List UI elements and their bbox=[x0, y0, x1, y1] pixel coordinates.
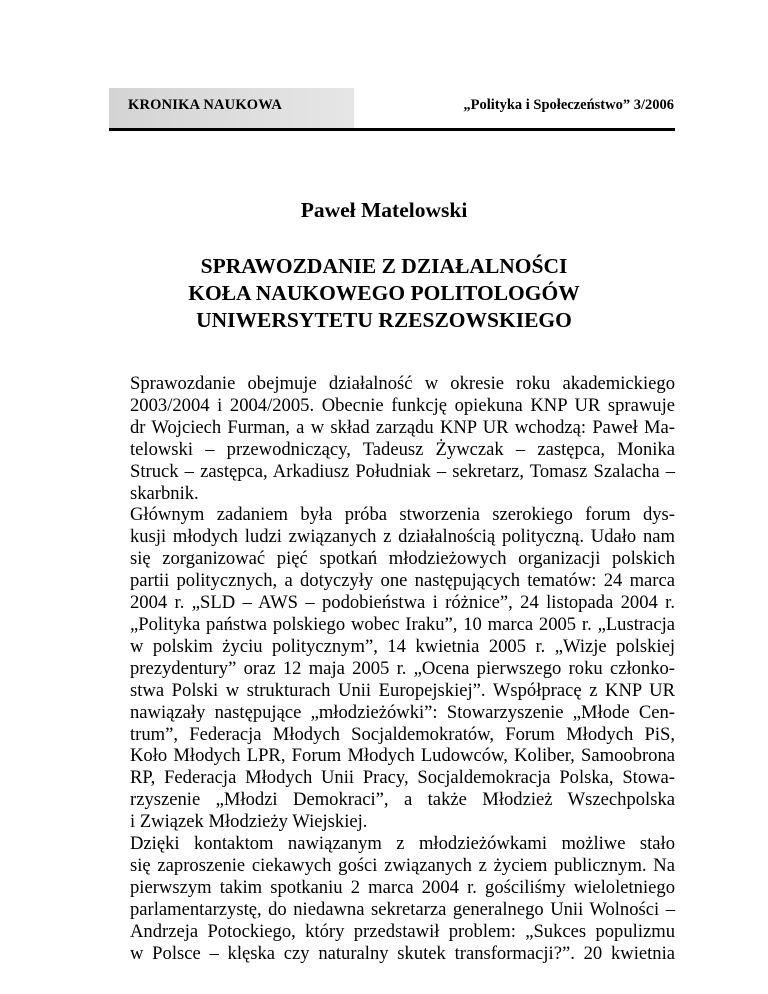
paragraph bbox=[109, 504, 675, 833]
text-line: w polskim życiu politycznym”, 14 kwietnia 2005 r. „Wizje polskiej bbox=[130, 635, 675, 657]
text-line: się zaproszenie ciekawych gości związanych z życiem publicznym. Na bbox=[130, 854, 675, 876]
text-line: kusji młodych ludzi związanych z działalnością polityczną. Udało nam bbox=[130, 526, 675, 548]
header-rule bbox=[109, 128, 675, 131]
author-name: Paweł Matelowski bbox=[300, 198, 468, 222]
text-line: Andrzeja Potockiego, który przedstawił problem: „Sukces populizmu bbox=[130, 920, 675, 942]
text-line: „Polityka państwa polskiego wobec Iraku”, 10 marca 2005 r. „Lustracja bbox=[130, 613, 675, 635]
text-line: stwa Polski w strukturach Unii Europejskiej”. Współpracę z KNP UR bbox=[130, 679, 675, 701]
text-line: RP, Federacja Młodych Unii Pracy, Socjaldemokracja Polska, Stowa- bbox=[130, 767, 675, 789]
article-title bbox=[0, 253, 768, 334]
text-line: 2004 r. „SLD – AWS – podobieństwa i różnice”, 24 listopada 2004 r. bbox=[130, 592, 675, 614]
text-line: dr Wojciech Furman, a w skład zarządu KNP UR wchodzą: Paweł Ma- bbox=[130, 416, 675, 438]
paragraph bbox=[109, 833, 675, 964]
text-line: trum”, Federacja Młodych Socjaldemokratów, Forum Młodych PiS, bbox=[130, 723, 675, 745]
text-line: się zorganizować pięć spotkań młodzieżowych organizacji polskich bbox=[130, 548, 675, 570]
text-line: Koło Młodych LPR, Forum Młodych Ludowców, Koliber, Samoobrona bbox=[130, 745, 675, 767]
text-line: Sprawozdanie obejmuje działalność w okresie roku akademickiego bbox=[130, 373, 675, 394]
article-body bbox=[109, 373, 675, 964]
text-line: parlamentarzystę, do niedawna sekretarza generalnego Unii Wolności – bbox=[130, 898, 675, 920]
text-line: w Polsce – klęska czy naturalny skutek transformacji?”. 20 kwietnia bbox=[130, 942, 675, 964]
journal-label: „Polityka i Społeczeństwo” 3/2006 bbox=[463, 97, 674, 113]
text-line: partii politycznych, a dotyczyły one następujących tematów: 24 marca bbox=[130, 570, 675, 592]
text-line: Dzięki kontaktom nawiązanym z młodzieżówkami możliwe stało bbox=[130, 833, 675, 855]
title-line: UNIWERSYTETU RZESZOWSKIEGO bbox=[196, 308, 572, 332]
text-line: rzyszenie „Młodzi Demokraci”, a także Młodzież Wszechpolska bbox=[130, 789, 675, 811]
text-line: i Związek Młodzieży Wiejskiej. bbox=[130, 811, 368, 833]
text-line: 2003/2004 i 2004/2005. Obecnie funkcję opiekuna KNP UR sprawuje bbox=[130, 394, 675, 416]
text-line: skarbnik. bbox=[130, 482, 199, 504]
text-line: nawiązały następujące „młodzieżówki”: Stowarzyszenie „Młode Cen- bbox=[130, 701, 675, 723]
text-line: Głównym zadaniem była próba stworzenia szerokiego forum dys- bbox=[130, 504, 675, 526]
title-line: KOŁA NAUKOWEGO POLITOLOGÓW bbox=[188, 281, 580, 305]
text-line: telowski – przewodniczący, Tadeusz Żywczak – zastępca, Monika bbox=[130, 438, 675, 460]
section-label: KRONIKA NAUKOWA bbox=[128, 97, 283, 113]
text-line: pierwszym takim spotkaniu 2 marca 2004 r. gościliśmy wieloletniego bbox=[130, 876, 675, 898]
text-line: Struck – zastępca, Arkadiusz Południak – sekretarz, Tomasz Szalacha – bbox=[130, 460, 675, 482]
text-line: prezydentury” oraz 12 maja 2005 r. „Ocena pierwszego roku członko- bbox=[130, 657, 675, 679]
title-line: SPRAWOZDANIE Z DZIAŁALNOŚCI bbox=[200, 254, 568, 278]
paragraph bbox=[109, 373, 675, 504]
